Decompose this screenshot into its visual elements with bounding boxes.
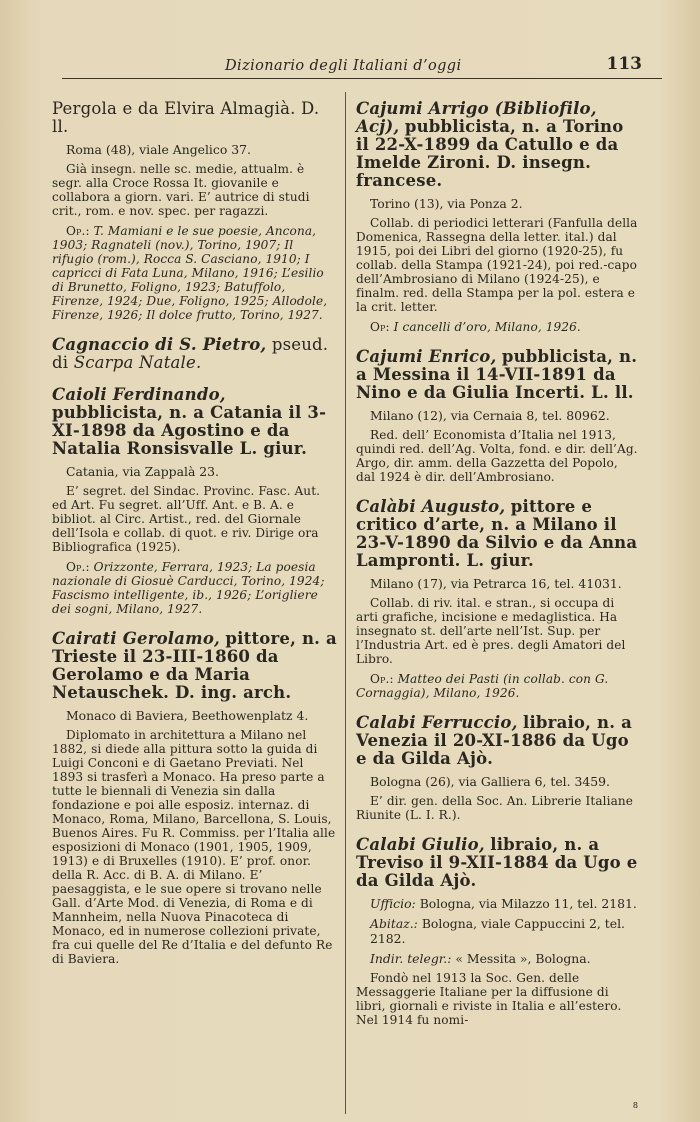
- entry-heading: Pergola e da Elvira Almagià. D. ll.: [52, 99, 320, 136]
- entry-heading: Cairati Gerolamo, pittore, n. a Trieste il 23-III-1860 da Gerolamo e da Maria Netauschek. D. ing. arch.: [52, 629, 337, 702]
- entry-pergola-continued: [52, 100, 337, 322]
- entry-body: Red. dell’ Economista d’Italia nel 1913, quindi red. dell’Ag. Volta, fond. e dir. dell’Ag. Argo, dir. amm. della Gazzetta del Popolo, dal 1924 è dir. dell’Ambrosiano.: [356, 428, 638, 484]
- entry-telegraph: Indir. telegr.: « Messita », Bologna.: [370, 951, 591, 966]
- right-column: [356, 100, 638, 1041]
- column-divider: [345, 92, 346, 1114]
- entry-works: Op.: Matteo dei Pasti (in collab. con G. Cornaggia), Milano, 1926.: [356, 672, 609, 700]
- entry-cajumi-enrico: [356, 348, 638, 484]
- entry-heading: Calabi Ferruccio, libraio, n. a Venezia il 20-XI-1886 da Ugo e da Gilda Ajò.: [356, 713, 632, 768]
- entry-address: Torino (13), via Ponza 2.: [370, 196, 523, 211]
- page-number: 113: [606, 54, 642, 74]
- entry-body: Collab. di periodici letterari (Fanfulla della Domenica, Rassegna della letter. ital.) dal 1915, poi dei Libri del giorno (1920-25), fu collab. della Stampa (1921-24), poi red.-capo dell’Ambrosiano di Milano (1924-25), e finalm. red. della Stampa per la pol. estera e la crit. letter.: [356, 216, 638, 314]
- entry-heading: Calabi Giulio, libraio, n. a Treviso il 9-XII-1884 da Ugo e da Gilda Ajò.: [356, 835, 638, 890]
- entry-address: Catania, via Zappalà 23.: [66, 464, 219, 479]
- entry-cagnaccio: [52, 336, 337, 372]
- entry-works: Op.: Orizzonte, Ferrara, 1923; La poesia nazionale di Giosuè Carducci, Torino, 1924; Fascismo intelligente, ib., 1926; L’origliere dei sogni, Milano, 1927.: [52, 560, 325, 616]
- running-header: [62, 50, 662, 79]
- entry-address: Milano (17), via Petrarca 16, tel. 41031.: [370, 576, 622, 591]
- entry-caioli: [52, 386, 337, 616]
- entry-body: Già insegn. nelle sc. medie, attualm. è segr. alla Croce Rossa It. giovanile e collabora a giorn. vari. E’ autrice di studi crit., rom. e nov. spec. per ragazzi.: [52, 162, 310, 218]
- entry-heading: Cajumi Enrico, pubblicista, n. a Messina il 14-VII-1891 da Nino e da Giulia Incerti. L. ll.: [356, 347, 638, 402]
- entry-heading: Calàbi Augusto, pittore e critico d’arte, n. a Milano il 23-V-1890 da Silvio e da Anna Lampronti. L. giur.: [356, 497, 638, 570]
- running-title: Dizionario degli Italiani d’oggi: [225, 58, 462, 74]
- entry-body: Fondò nel 1913 la Soc. Gen. delle Messaggerie Italiane per la diffusione di libri, giornali e riviste in Italia e all’estero. Nel 1914 fu nomi-: [356, 971, 622, 1027]
- entry-body: E’ segret. del Sindac. Provinc. Fasc. Aut. ed Art. Fu segret. all’Uff. Ant. e B. A. e bibliot. al Circ. Artist., red. del Giornale dell’Isola e collab. di quot. e riv. Dirige ora Bibliografica (1925).: [52, 484, 321, 554]
- entry-address: Monaco di Baviera, Beethowenplatz 4.: [66, 708, 309, 723]
- entry-calabi-giulio: [356, 836, 638, 1027]
- entry-body: Collab. di riv. ital. e stran., si occupa di arti grafiche, incisione e medaglistica. Ha insegnato st. dell’arte nell’Ist. Sup. per l’Industria Art. ed è pres. degli Amatori del Libro.: [356, 596, 626, 666]
- entry-cairati: [52, 630, 337, 966]
- entry-calabi-ferruccio: [356, 714, 638, 822]
- entry-body: Diplomato in architettura a Milano nel 1882, si diede alla pittura sotto la guida di Luigi Conconi e di Gaetano Previati. Nel 1893 si trasferì a Monaco. Ha preso parte a tutte le biennali di Venezia sin dalla fondazione e poi alle esposiz. internaz. di Monaco, Roma, Milano, Barcellona, S. Louis, Buenos Aires. Fu R. Commiss. per l’Italia alle esposizioni di Monaco (1901, 1905, 1909, 1913) e di Bruxelles (1910). E’ prof. onor. della R. Acc. di B. A. di Milano. E’ paesaggista, e le sue opere si trovano nelle Gall. d’Arte Mod. di Venezia, di Roma e di Mannheim, nella Nuova Pinacoteca di Monaco, ed in numerose collezioni private, fra cui quelle del Re d’Italia e del defunto Re di Baviera.: [52, 728, 336, 966]
- entry-address: Roma (48), viale Angelico 37.: [66, 142, 251, 157]
- entry-works: Op: I cancelli d’oro, Milano, 1926.: [370, 320, 581, 334]
- entry-address: Milano (12), via Cernaia 8, tel. 80962.: [370, 408, 610, 423]
- entry-calabi-augusto: [356, 498, 638, 700]
- signature-mark: 8: [632, 1101, 638, 1110]
- entry-heading: Caioli Ferdinando, pubblicista, n. a Catania il 3-XI-1898 da Agostino e da Natalia Ronsisvalle L. giur.: [52, 385, 327, 458]
- entry-office: Ufficio: Bologna, via Milazzo 11, tel. 2181.: [370, 896, 637, 911]
- left-column: [52, 100, 337, 980]
- entry-home: Abitaz.: Bologna, viale Cappuccini 2, tel. 2182.: [370, 916, 625, 946]
- entry-works: Op.: T. Mamiani e le sue poesie, Ancona, 1903; Ragnateli (nov.), Torino, 1907; Il rifugio (rom.), Rocca S. Casciano, 1910; I capricci di Fata Luna, Milano, 1916; L’esilio di Brunetto, Foligno, 1923; Batuffolo, Firenze, 1924; Due, Foligno, 1925; Allodole, Firenze, 1926; Il dolce frutto, Torino, 1927.: [52, 224, 328, 322]
- entry-heading: Cajumi Arrigo (Bibliofilo, Acj), pubblicista, n. a Torino il 22-X-1899 da Catullo e da Imelde Zironi. D. insegn. francese.: [356, 99, 624, 190]
- entry-body: E’ dir. gen. della Soc. An. Librerie Italiane Riunite (L. I. R.).: [356, 794, 634, 822]
- entry-cajumi-arrigo: [356, 100, 638, 334]
- entry-address: Bologna (26), via Galliera 6, tel. 3459.: [370, 774, 610, 789]
- entry-heading: Cagnaccio di S. Pietro, pseud. di Scarpa Natale.: [52, 335, 329, 372]
